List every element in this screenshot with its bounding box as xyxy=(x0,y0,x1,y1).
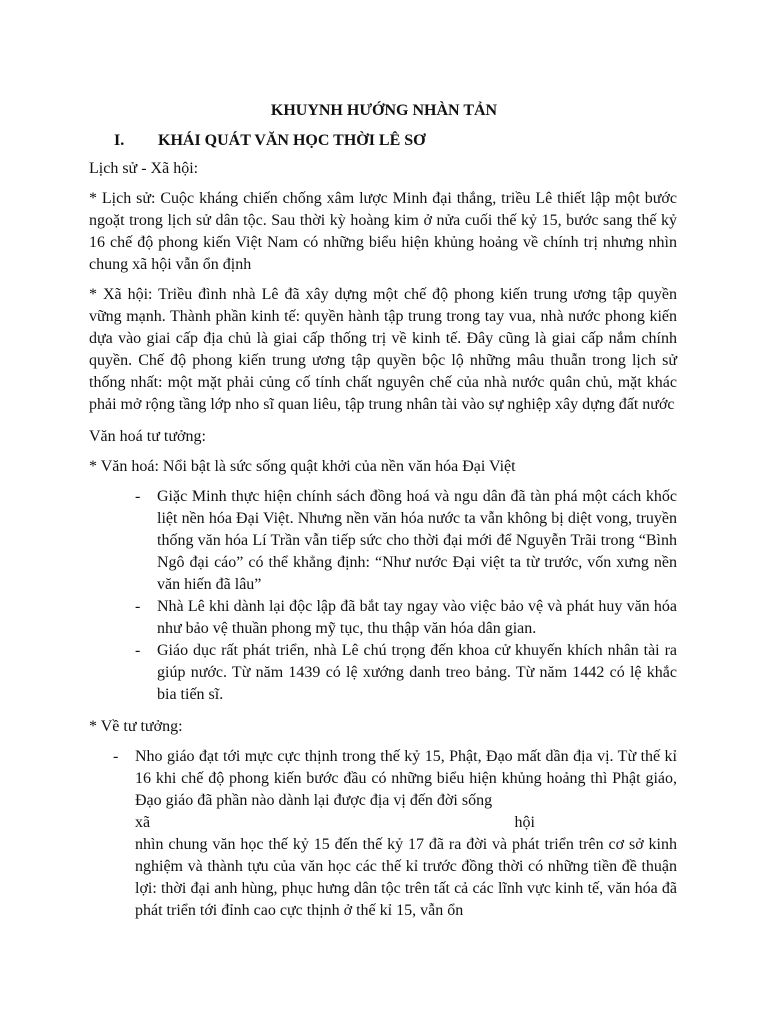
split-line xyxy=(135,812,535,834)
heading-culture-ideology: Văn hoá tư tưởng: xyxy=(89,428,206,445)
dash-marker: - xyxy=(135,642,141,659)
list-item-continuation: nhìn chung văn học thế kỷ 15 đến thế kỷ 17 đã ra đời và phát triển trên cơ sở kinh nghiệm và thành tựu của văn học các thế kỉ trước đồng thời có những tiền đề thuận lợi: thời đại anh hùng, phục hưng dân tộc trên tất cả các lĩnh vực kinh tế, văn hóa đã phát triển tới đỉnh cao cực thịnh ở thế kỉ 15, vẫn ổn xyxy=(135,836,677,919)
paragraph-society: * Xã hội: Triều đình nhà Lê đã xây dựng một chế độ phong kiến trung ương tập quyền vững mạnh. Thành phần kinh tế: quyền hành tập trung trong tay vua, nhà nước phong kiến dựa vào giai cấp địa chủ là giai cấp thống trị về kinh tế. Đây cũng là giai cấp nắm chính quyền. Chế độ phong kiến trung ương tập quyền bộc lộ những mâu thuẫn trong lịch sử thống nhất: một mặt phải củng cố tính chất nguyên chế của nhà nước quân chủ, mặt khác phải mở rộng tầng lớp nho sĩ quan liêu, tập trung nhân tài vào sự nghiệp xây dựng đất nước xyxy=(89,286,677,413)
document-body xyxy=(89,158,677,922)
list-item xyxy=(89,746,677,922)
list-item-text: Nho giáo đạt tới mực cực thịnh trong thế kỷ 15, Phật, Đạo mất dần địa vị. Từ thế kỉ 16 khi chế độ phong kiến bước đầu có những biểu hiện khủng hoảng thì Phật giáo, Đạo giáo đã phần nào dành lại được địa vị đến đời sống xyxy=(135,748,677,809)
list-item-text: Giáo dục rất phát triển, nhà Lê chú trọng đến khoa cử khuyến khích nhân tài ra giúp nước. Từ năm 1439 có lệ xướng danh treo bảng. Từ năm 1442 có lệ khắc bia tiến sĩ. xyxy=(157,642,677,703)
split-word-right: hội xyxy=(514,814,535,831)
heading-ideology: * Về tư tưởng: xyxy=(89,718,183,735)
dash-marker: - xyxy=(113,748,119,765)
split-word-left: xã xyxy=(135,814,151,831)
list-item xyxy=(89,486,677,596)
list-item-text: Nhà Lê khi dành lại độc lập đã bắt tay ngay vào việc bảo vệ và phát huy văn hóa như bảo vệ thuần phong mỹ tục, thu thập văn hóa dân gian. xyxy=(157,598,677,637)
list-item xyxy=(89,596,677,640)
list-item-text: Giặc Minh thực hiện chính sách đồng hoá và ngu dân đã tàn phá một cách khốc liệt nền hóa Đại Việt. Nhưng nền văn hóa nước ta vẫn không bị diệt vong, truyền thống văn hóa Lí Trần vẫn tiếp sức cho thời đại mới để Nguyễn Trãi trong “Bình Ngô đại cáo” có thể khẳng định: “Như nước Đại việt ta từ trước, vốn xưng nền văn hiến đã lâu” xyxy=(157,488,677,593)
ideology-list xyxy=(89,746,677,922)
list-item xyxy=(89,640,677,706)
section-heading xyxy=(114,130,426,152)
dash-marker: - xyxy=(135,598,141,615)
section-title: KHÁI QUÁT VĂN HỌC THỜI LÊ SƠ xyxy=(158,132,426,149)
document-title: KHUYNH HƯỚNG NHÀN TẢN xyxy=(270,102,498,119)
paragraph-culture: * Văn hoá: Nổi bật là sức sống quật khởi của nền văn hóa Đại Việt xyxy=(89,458,516,475)
section-number: I. xyxy=(114,132,125,149)
culture-list xyxy=(89,486,677,706)
paragraph-history: * Lịch sử: Cuộc kháng chiến chống xâm lược Minh đại thắng, triều Lê thiết lập một bước ngoặt trong lịch sử dân tộc. Sau thời kỳ hoàng kim ở nửa cuối thế kỷ 15, bước sang thế kỷ 16 chế độ phong kiến Việt Nam có những biểu hiện khủng hoảng về chính trị nhưng nhìn chung xã hội vẫn ổn định xyxy=(89,190,677,273)
heading-history-society: Lịch sử - Xã hội: xyxy=(89,160,199,177)
dash-marker: - xyxy=(135,488,141,505)
